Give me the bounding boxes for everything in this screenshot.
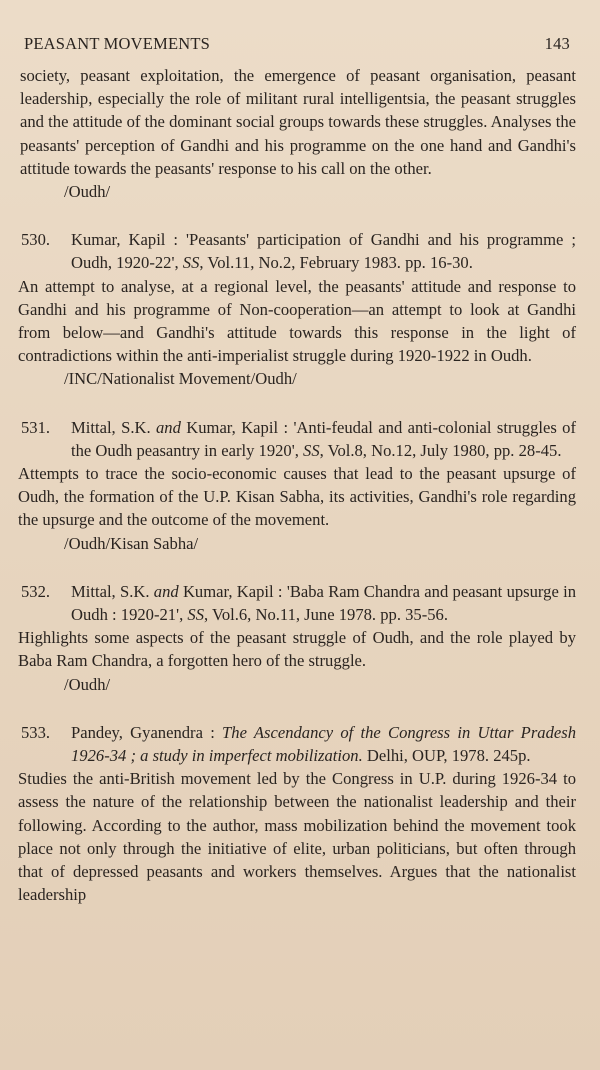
- entry-abstract: Highlights some aspects of the peasant struggle of Oudh, and the role played by Baba Ram Chandra, a forgotten hero of the struggle.: [18, 628, 576, 671]
- book-title: The Ascendancy of the Congress in Uttar Pradesh 1926-34 ; a study in imperfect mobilization.: [71, 722, 576, 766]
- bibliography-entry-531: [18, 416, 576, 555]
- running-title: PEASANT MOVEMENTS: [24, 34, 210, 53]
- bibliography-entry-533: [18, 721, 576, 907]
- entry-abstract: Studies the anti-British movement led by the Congress in U.P. during 1926-34 to assess the nature of the relationship between the nationalist leadership and their following. According to the author, mass mobilization behind the movement took place not only through the initiative of elite, urban politicians, but often through that of depressed peasants and workers themselves. Argues that the nationalist leadership: [18, 769, 576, 905]
- entry-citation: Mittal, S.K. and Kumar, Kapil : 'Anti-feudal and anti-colonial struggles of the Oudh peasantry in early 1920', SS, Vol.8, No.12, July 1980, pp. 28-45.: [71, 417, 576, 460]
- subject-tags: /Oudh/: [64, 674, 111, 694]
- bibliography-entry-530: [18, 228, 576, 390]
- journal-abbrev: SS: [303, 440, 320, 460]
- entry-number: 532.: [21, 581, 51, 601]
- entry-citation: Pandey, Gyanendra : The Ascendancy of the Congress in Uttar Pradesh 1926-34 ; a study in imperfect mobilization. Delhi, OUP, 1978. 245p.: [71, 722, 576, 766]
- entry-citation: Kumar, Kapil : 'Peasants' participation of Gandhi and his programme ; Oudh, 1920-22', SS, Vol.11, No.2, February 1983. pp. 16-30.: [71, 230, 576, 273]
- subject-tags: /Oudh/: [64, 182, 111, 202]
- entry-number: 530.: [21, 230, 51, 250]
- entry-abstract: Attempts to trace the socio-economic causes that lead to the peasant upsurge of Oudh, the formation of the U.P. Kisan Sabha, its activities, Gandhi's role regarding the upsurge and the outcome of the movement.: [18, 464, 576, 530]
- subject-tags: /INC/Nationalist Movement/Oudh/: [64, 369, 297, 389]
- subject-tags: /Oudh/Kisan Sabha/: [64, 533, 199, 553]
- entry-citation: Mittal, S.K. and Kumar, Kapil : 'Baba Ram Chandra and peasant upsurge in Oudh : 1920-21', SS, Vol.6, No.11, June 1978. pp. 35-56.: [71, 581, 576, 625]
- journal-abbrev: SS: [182, 253, 200, 273]
- journal-abbrev: SS: [187, 605, 204, 625]
- entry-abstract: An attempt to analyse, at a regional level, the peasants' attitude and response to Gandhi and his programme of Non-cooperation—an attempt to look at Gandhi from below—and Gandhi's attitude towards this response in the light of contradictions within the anti-imperialist struggle during 1920-1922 in Oudh.: [18, 276, 576, 366]
- page-number: 143: [544, 34, 570, 53]
- bibliography-entry-532: [18, 580, 576, 696]
- page-body: [18, 64, 576, 907]
- entry-number: 533.: [21, 722, 51, 742]
- entry-number: 531.: [21, 417, 51, 437]
- page-header: [24, 34, 570, 54]
- continued-abstract: society, peasant exploitation, the emergence of peasant organisation, peasant leadership, especially the role of militant rural intelligentsia, the peasant struggles and the attitude of the dominant social groups towards these struggles. Analyses the peasants' perception of Gandhi and his programme on the one hand and Gandhi's attitude towards the peasants' response to his call on the other.: [20, 66, 576, 178]
